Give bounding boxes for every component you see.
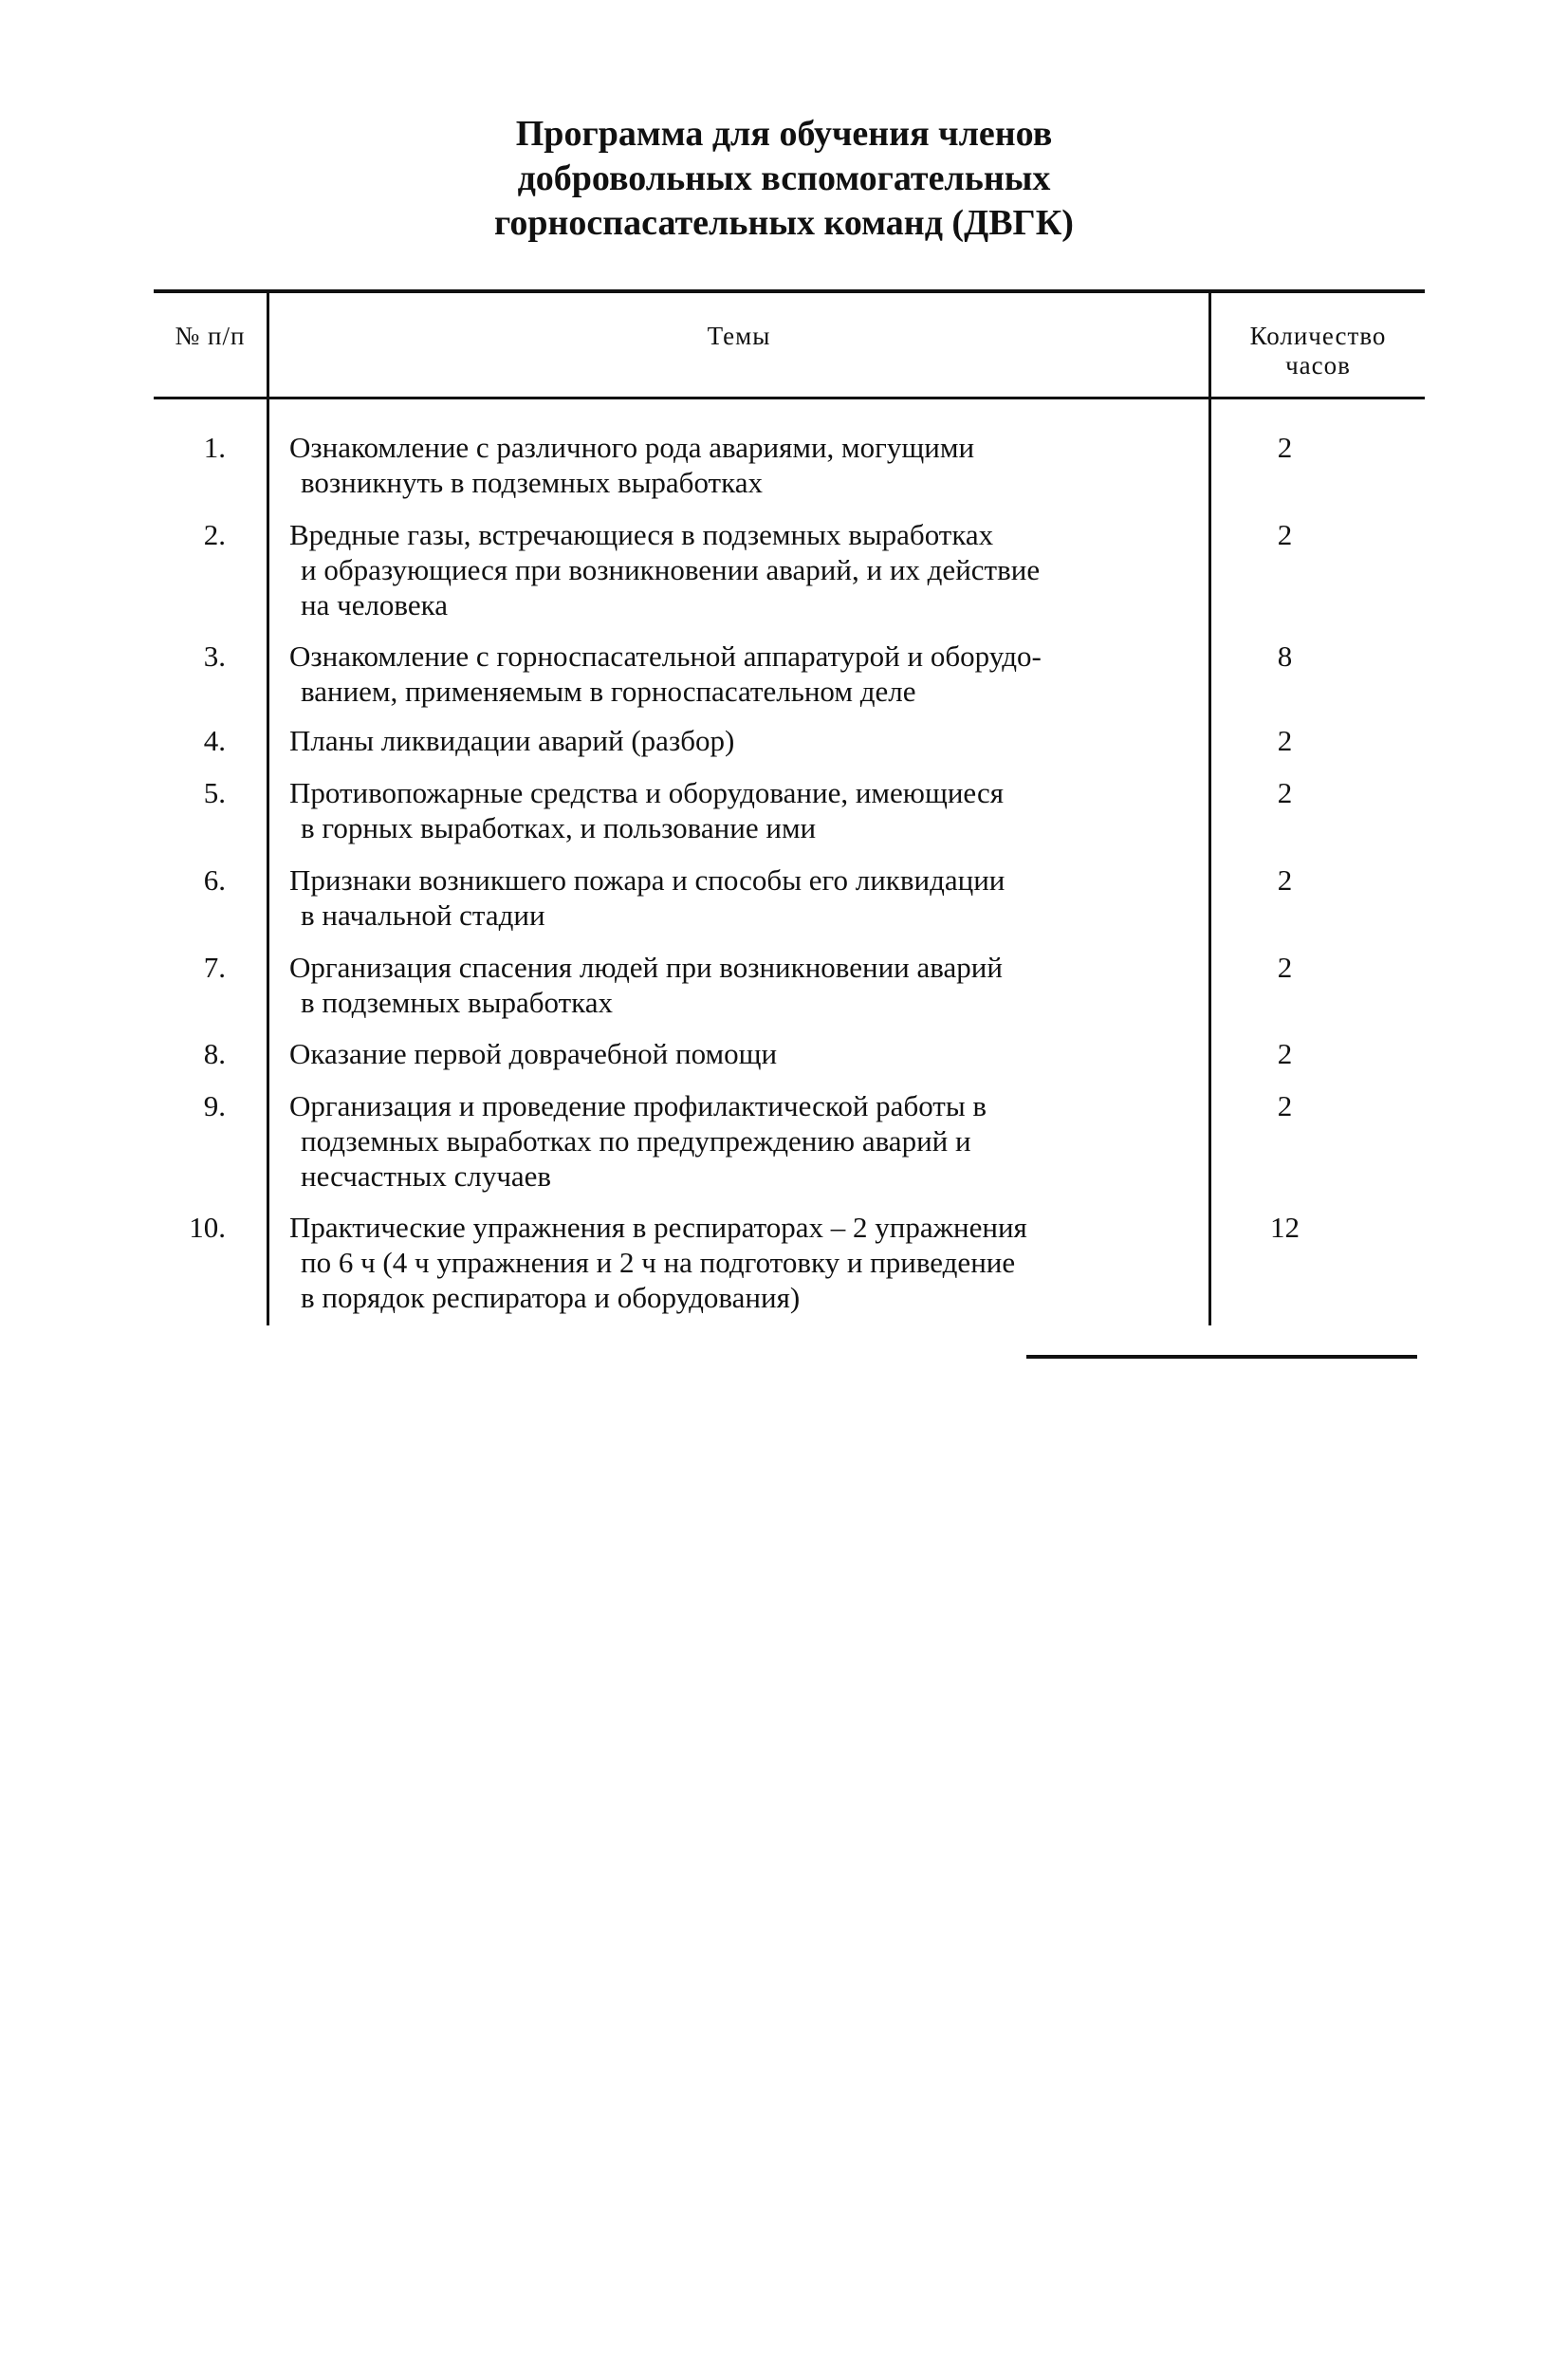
table-header-rule — [154, 397, 1425, 399]
row-hours: 2 — [1277, 431, 1293, 464]
topic-line: в начальной стадии — [301, 899, 545, 932]
page-title — [0, 112, 1568, 246]
topic-line: в подземных выработках — [301, 986, 614, 1019]
topic-line: в горных выработках, и пользование ими — [301, 811, 817, 844]
table-top-rule — [154, 289, 1425, 293]
topic-line: Организация и проведение профилактической работы в — [289, 1089, 987, 1122]
row-number: 10. — [189, 1211, 226, 1244]
header-hours — [1211, 322, 1425, 380]
row-topic — [289, 639, 1200, 709]
row-topic — [289, 775, 1200, 845]
row-topic — [289, 723, 1200, 758]
topic-line: Вредные газы, встречающиеся в подземных выработках — [289, 518, 994, 551]
row-number: 3. — [203, 639, 226, 673]
topic-line: Противопожарные средства и оборудование, имеющиеся — [289, 776, 1004, 809]
topic-line: Организация спасения людей при возникновении аварий — [289, 951, 1003, 984]
row-topic — [289, 862, 1200, 933]
row-number: 1. — [203, 431, 226, 464]
topic-line: Признаки возникшего пожара и способы его ликвидации — [289, 863, 1005, 897]
topic-line: Ознакомление с различного рода авариями, могущими — [289, 431, 975, 464]
topic-line: ванием, применяемым в горноспасательном деле — [301, 675, 916, 708]
row-hours: 2 — [1277, 518, 1293, 551]
header-hours-line-2: часов — [1285, 351, 1351, 380]
row-topic — [289, 1210, 1200, 1315]
topic-line: Практические упражнения в респираторах – 2 упражнения — [289, 1211, 1027, 1244]
row-topic — [289, 1036, 1200, 1071]
title-line-1: Программа для обучения членов — [515, 114, 1053, 154]
row-number: 5. — [203, 776, 226, 809]
title-line-2: добровольных вспомогательных — [517, 158, 1051, 198]
header-topics: Темы — [707, 322, 771, 350]
row-number: 2. — [203, 518, 226, 551]
topic-line: Оказание первой доврачебной помощи — [289, 1037, 778, 1070]
row-topic — [289, 950, 1200, 1020]
topic-line: по 6 ч (4 ч упражнения и 2 ч на подготовку и приведение — [301, 1246, 1016, 1279]
topic-line: Планы ликвидации аварий (разбор) — [289, 724, 735, 757]
row-hours: 2 — [1277, 951, 1293, 984]
row-topic — [289, 517, 1200, 622]
topic-line: подземных выработках по предупреждению аварий и — [301, 1124, 971, 1158]
row-topic — [289, 1088, 1200, 1194]
row-hours: 2 — [1277, 724, 1293, 757]
row-hours: 12 — [1270, 1211, 1300, 1244]
row-hours: 2 — [1277, 1037, 1293, 1070]
header-number: № п/п — [175, 322, 246, 350]
row-number: 8. — [203, 1037, 226, 1070]
row-number: 6. — [203, 863, 226, 897]
row-number: 4. — [203, 724, 226, 757]
topic-line: на человека — [301, 588, 448, 621]
row-hours: 2 — [1277, 863, 1293, 897]
column-divider-num — [267, 289, 269, 1325]
row-hours: 8 — [1277, 639, 1293, 673]
row-topic — [289, 430, 1200, 500]
row-hours: 2 — [1277, 1089, 1293, 1122]
row-hours: 2 — [1277, 776, 1293, 809]
row-number: 9. — [203, 1089, 226, 1122]
topic-line: возникнуть в подземных выработках — [301, 466, 763, 499]
closing-rule — [1026, 1355, 1417, 1359]
row-number: 7. — [203, 951, 226, 984]
topic-line: в порядок респиратора и оборудования) — [301, 1281, 801, 1314]
topic-line: Ознакомление с горноспасательной аппаратурой и оборудо- — [289, 639, 1042, 673]
title-line-3: горноспасательных команд (ДВГК) — [494, 203, 1074, 243]
topic-line: и образующиеся при возникновении аварий, и их действие — [301, 553, 1041, 586]
header-hours-line-1: Количество — [1249, 322, 1387, 350]
topic-line: несчастных случаев — [301, 1159, 552, 1193]
